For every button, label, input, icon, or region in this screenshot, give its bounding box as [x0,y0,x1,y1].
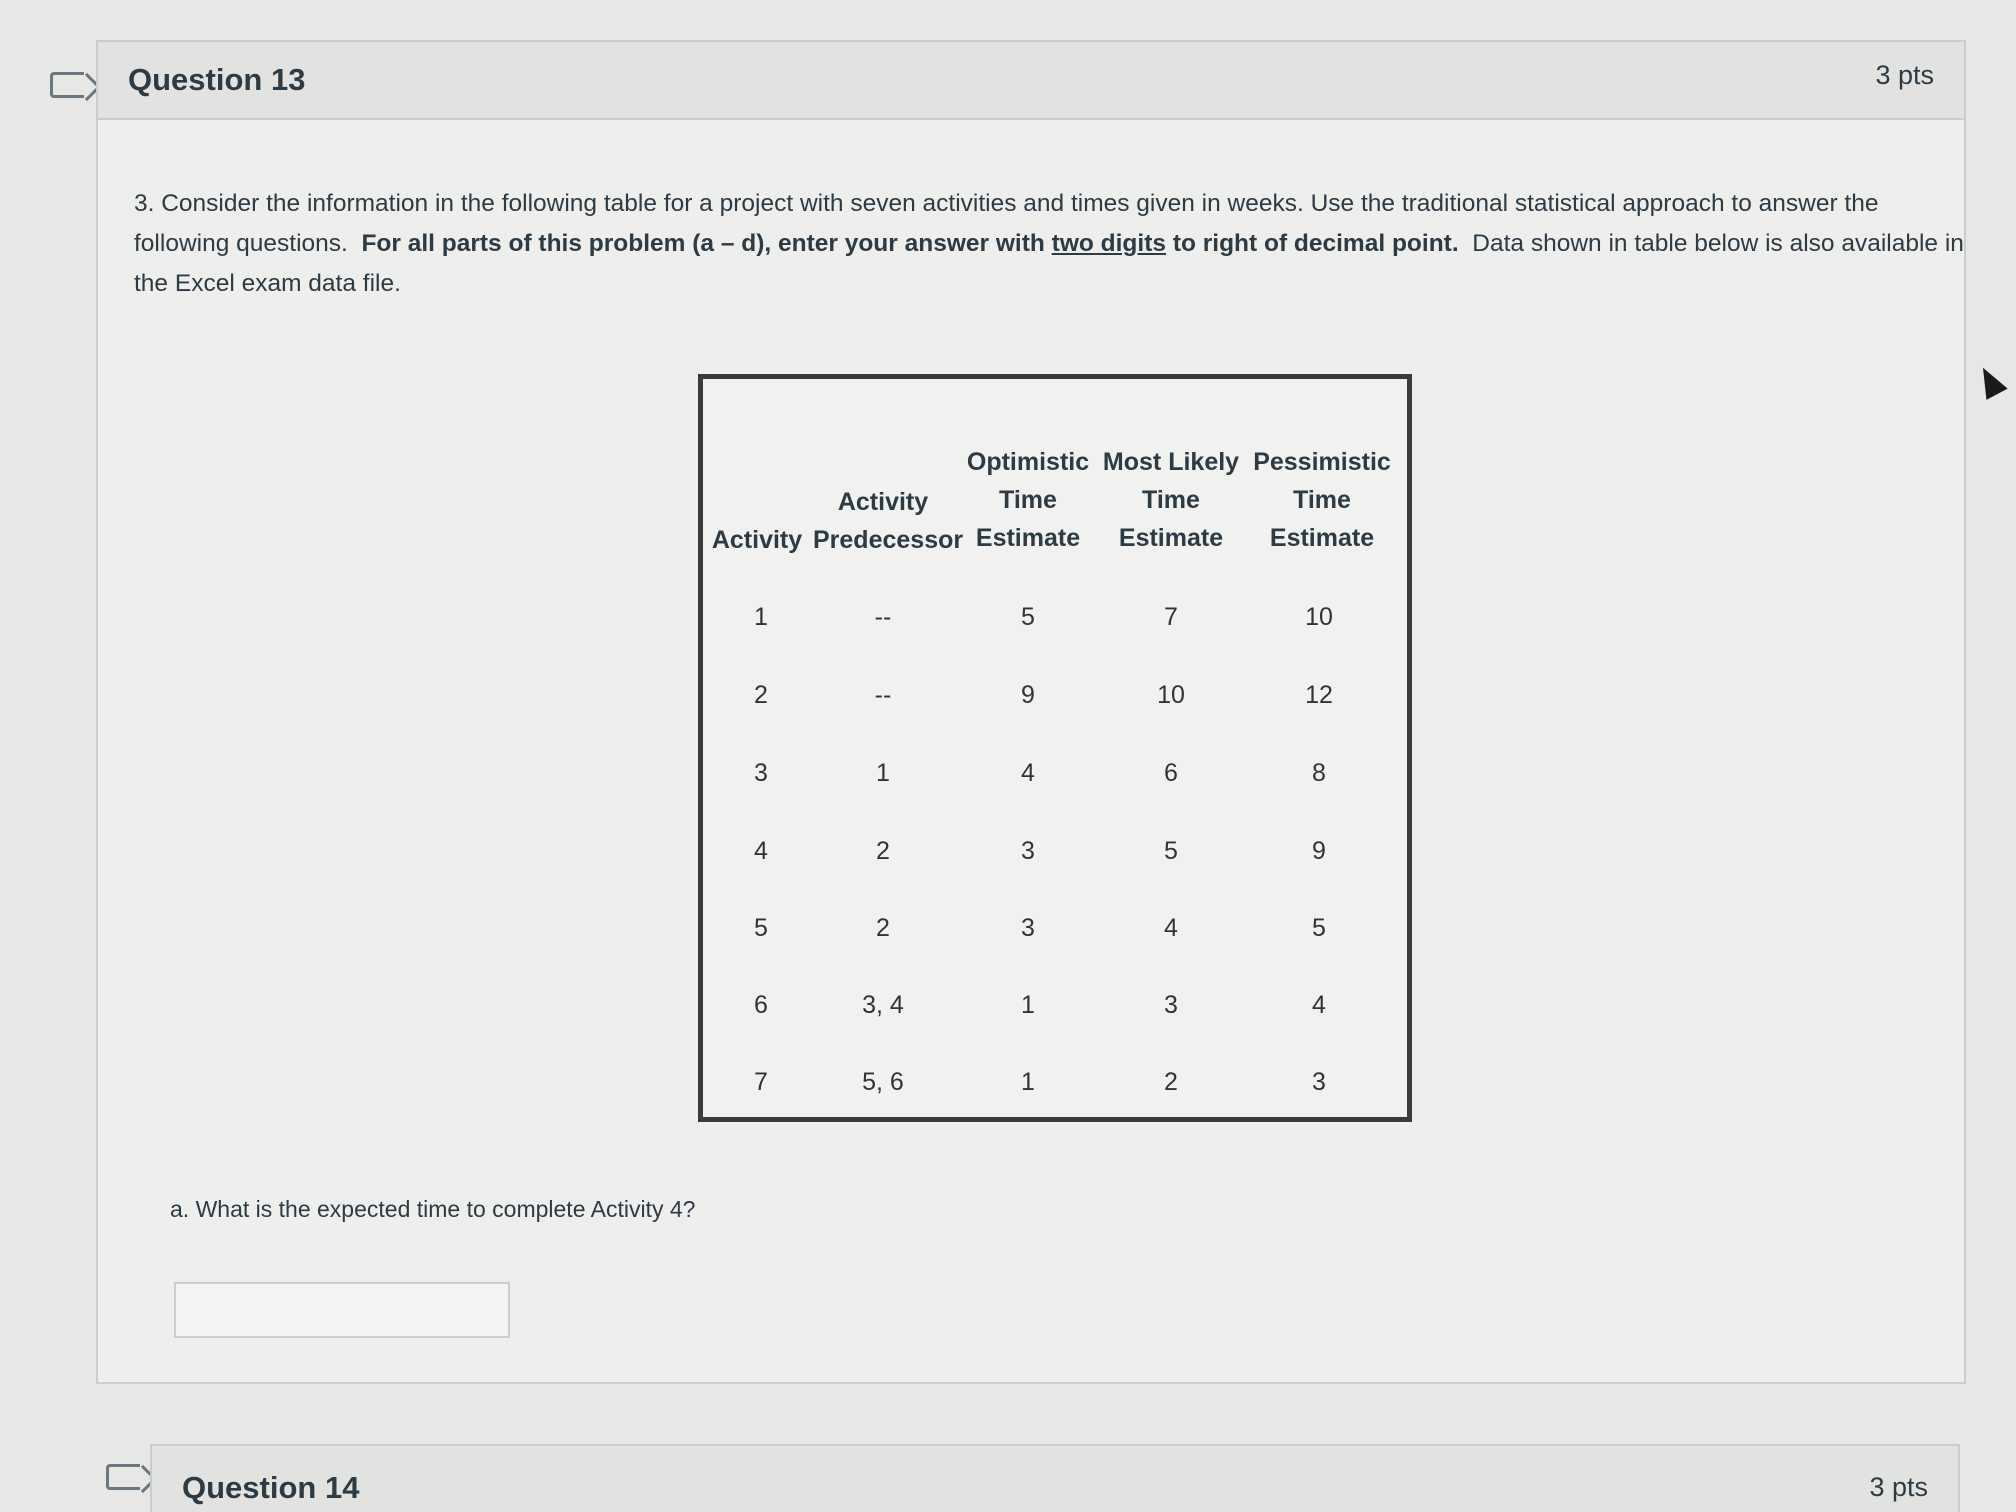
part-a-question: a. What is the expected time to complete Activity 4? [170,1196,696,1222]
header-pessimistic: Pessimistic Time Estimate [1253,448,1391,552]
cell-pessimistic: 12 [1305,681,1333,709]
question-13-title: Question 13 [128,62,306,97]
cell-optimistic: 5 [1021,603,1035,631]
cell-pessimistic: 10 [1305,603,1333,631]
cell-activity: 3 [754,759,768,787]
cell-likely: 2 [1164,1068,1178,1096]
cell-predecessor: -- [874,603,892,631]
question-text-tail: Data shown in table below is also available in the Excel exam data file. [134,230,1964,297]
question-13-text [134,184,1974,304]
cell-optimistic: 9 [1021,681,1035,709]
cell-pessimistic: 8 [1312,759,1326,787]
question-text-underline: two digits [1051,230,1166,257]
cell-pessimistic: 3 [1312,1068,1326,1096]
cell-optimistic: 3 [1021,914,1035,942]
cell-likely: 7 [1164,603,1178,631]
header-most-likely: Most Likely Time Estimate [1102,448,1240,552]
cell-pessimistic: 5 [1312,914,1326,942]
cell-activity: 6 [754,991,768,1019]
question-14-card [150,1444,1960,1512]
cell-activity: 5 [754,914,768,942]
part-a-answer-input[interactable] [174,1282,510,1338]
cell-optimistic: 4 [1021,759,1035,787]
question-14-points: 3 pts [1869,1472,1928,1502]
cell-pessimistic: 4 [1312,991,1326,1019]
cell-optimistic: 1 [1021,991,1035,1019]
question-14-title: Question 14 [182,1470,360,1505]
bookmark-question-13-icon[interactable] [50,72,84,98]
cell-predecessor: 3, 4 [862,991,904,1019]
cell-predecessor: -- [874,681,892,709]
cell-predecessor: 2 [876,914,890,942]
question-13-points: 3 pts [1875,60,1934,90]
cell-activity: 4 [754,837,768,865]
question-14-header [152,1446,1958,1512]
cell-activity: 1 [754,603,768,631]
mouse-cursor-icon [1972,362,2007,400]
cell-activity: 2 [754,681,768,709]
header-activity: Activity [711,526,803,554]
cell-likely: 10 [1157,681,1185,709]
header-predecessor: Activity Predecessor [813,488,964,554]
activity-table [698,374,1412,1122]
cell-likely: 5 [1164,837,1178,865]
cell-likely: 4 [1164,914,1178,942]
bookmark-question-14-icon[interactable] [106,1464,140,1490]
cell-pessimistic: 9 [1312,837,1326,865]
cell-likely: 3 [1164,991,1178,1019]
cell-predecessor: 5, 6 [862,1068,904,1096]
cell-likely: 6 [1164,759,1178,787]
question-13-header [98,42,1964,120]
question-text-intro: 3. Consider the information in the following table for a project with seven activities and times given in weeks. Use the traditional statistical approach to answer the following questions. [134,190,1879,257]
header-optimistic: Optimistic Time Estimate [966,448,1090,552]
question-text-bold: For all parts of this problem (a – d), enter your answer with two digits to right of decimal point. [361,230,1459,257]
cell-activity: 7 [754,1068,768,1096]
cell-predecessor: 1 [876,759,890,787]
cell-optimistic: 1 [1021,1068,1035,1096]
cell-optimistic: 3 [1021,837,1035,865]
cell-predecessor: 2 [876,837,890,865]
